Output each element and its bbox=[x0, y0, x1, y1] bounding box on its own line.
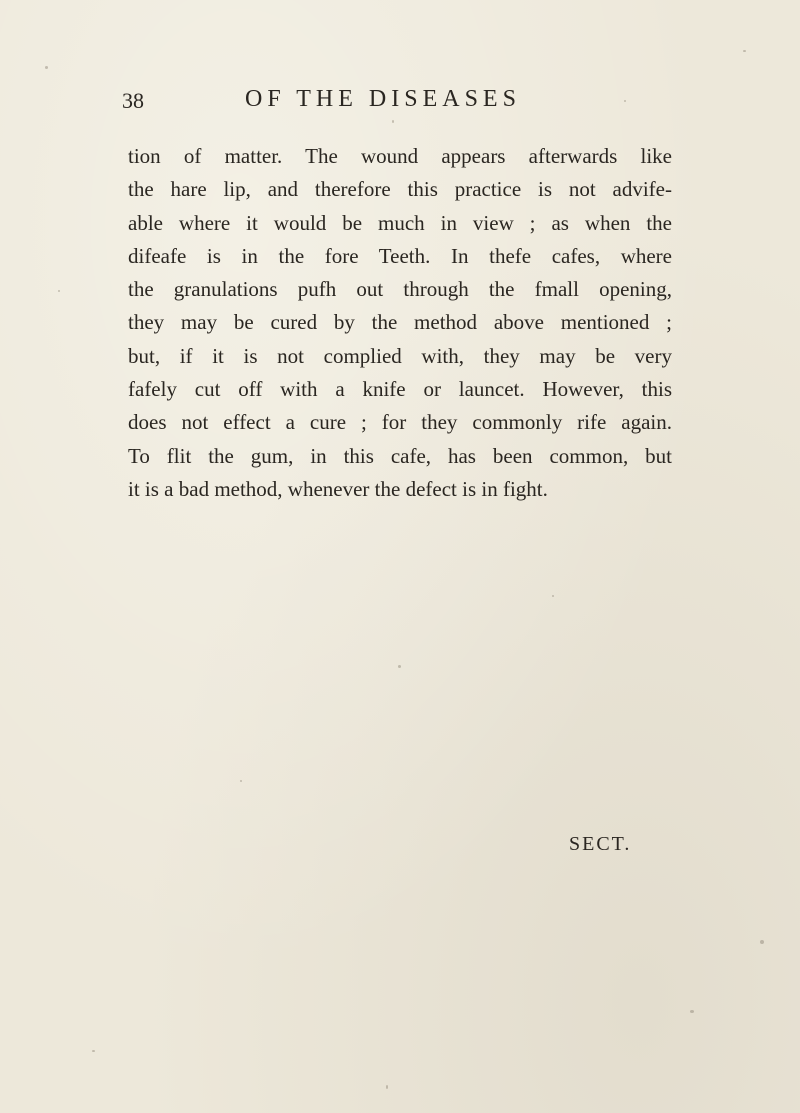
paper-speck bbox=[45, 66, 48, 69]
text-line: difeafe is in the fore Teeth. In thefe cafes, where bbox=[128, 243, 672, 268]
text-line: To flit the gum, in this cafe, has been common, but bbox=[128, 443, 672, 468]
text-line: it is a bad method, whenever the defect is in fight. bbox=[128, 476, 548, 501]
paper-speck bbox=[552, 595, 554, 597]
text-line: but, if it is not complied with, they may be very bbox=[128, 343, 672, 368]
text-line: fafely cut off with a knife or launcet. However, this bbox=[128, 377, 672, 402]
running-head bbox=[0, 86, 800, 118]
text-line: tion of matter. The wound appears afterwards like bbox=[128, 144, 672, 168]
paper-speck bbox=[743, 50, 746, 52]
paper-speck bbox=[392, 120, 394, 123]
paper-speck bbox=[690, 1010, 694, 1013]
paper-speck bbox=[624, 100, 626, 102]
paper-speck bbox=[58, 290, 60, 292]
text-line: does not effect a cure ; for they commonly rife again. bbox=[128, 410, 672, 435]
catchword: SECT. bbox=[569, 833, 632, 855]
paper-speck bbox=[92, 1050, 95, 1052]
paper-speck bbox=[760, 940, 764, 944]
text-line: the hare lip, and therefore this practice is not advife- bbox=[128, 177, 672, 202]
page-number: 38 bbox=[122, 88, 144, 113]
running-title: OF THE DISEASES bbox=[245, 86, 521, 112]
text-line: able where it would be much in view ; as when the bbox=[128, 210, 672, 235]
body-text bbox=[128, 140, 672, 506]
paper-speck bbox=[398, 665, 401, 668]
text-line: they may be cured by the method above mentioned ; bbox=[128, 310, 672, 335]
paper-speck bbox=[240, 780, 242, 782]
text-line: the granulations pufh out through the fmall opening, bbox=[128, 277, 672, 302]
paper-speck bbox=[386, 1085, 388, 1089]
